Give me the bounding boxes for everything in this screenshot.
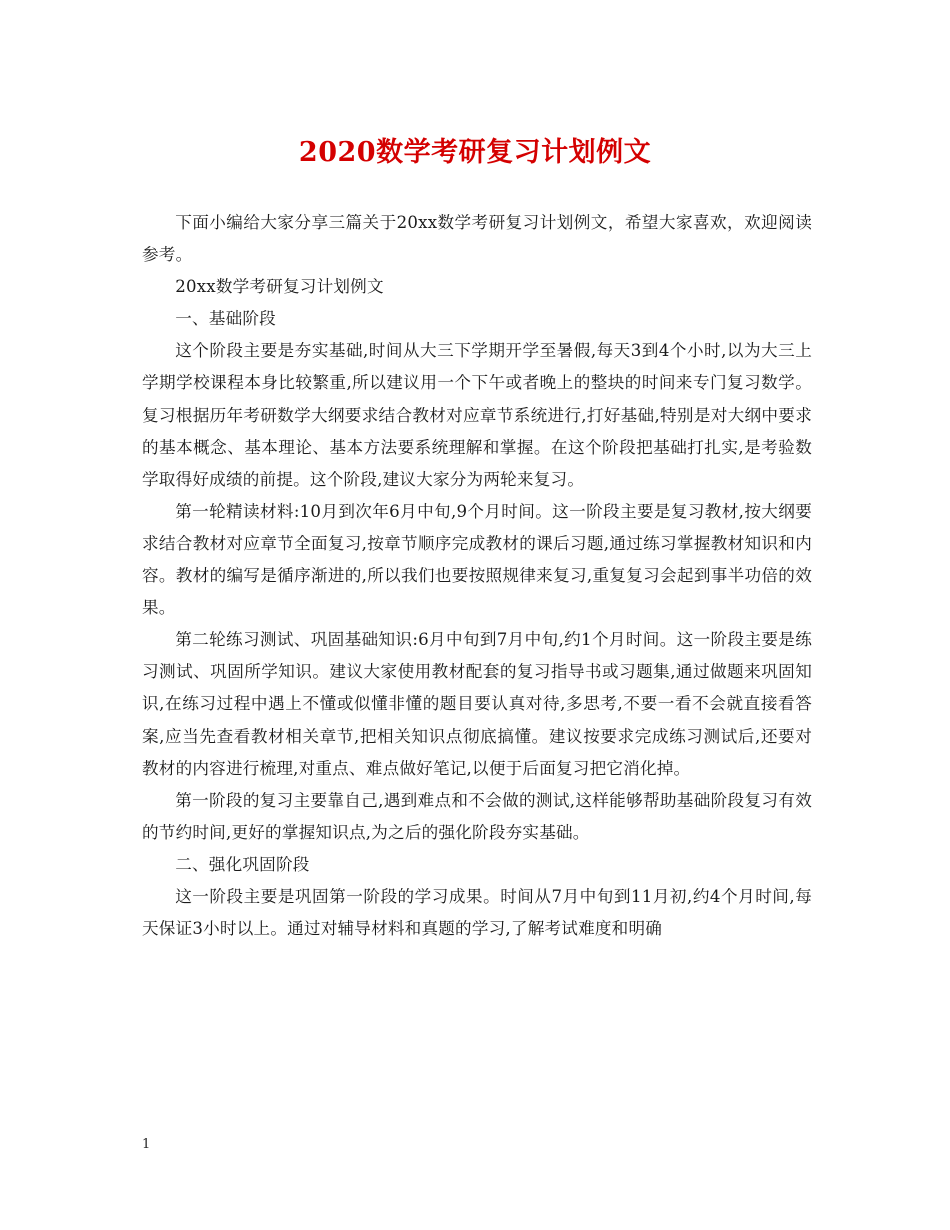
heading-basic-stage: 一、基础阶段 (175, 309, 276, 329)
heading-strengthen-stage: 二、强化巩固阶段 (175, 854, 310, 874)
page-number: 1 (142, 1137, 151, 1152)
paragraph-first-round: 第一轮精读材料:10月到次年6月中旬,9个月时间。这一阶段主要是复习教材,按大纲要求结合教材对应章节全面复习,按章节顺序完成教材的课后习题,通过练习掌握教材知识和内容。教材的编写是循序渐进的,所以我们也要按照规律来复习,重复复习会起到事半功倍的效果。 (142, 501, 812, 618)
paragraph-second-round: 第二轮练习测试、巩固基础知识:6月中旬到7月中旬,约1个月时间。这一阶段主要是练习测试、巩固所学知识。建议大家使用教材配套的复习指导书或习题集,通过做题来巩固知识,在练习过程中遇上不懂或似懂非懂的题目要认真对待,多思考,不要一看不会就直接看答案,应当先查看教材相关章节,把相关知识点彻底搞懂。建议按要求完成练习测试后,还要对教材的内容进行梳理,对重点、难点做好笔记,以便于后面复习把它消化掉。 (142, 630, 812, 778)
document-title: 2020数学考研复习计划例文 (298, 137, 652, 168)
document-body (142, 207, 812, 945)
paragraph-basic-stage: 这个阶段主要是夯实基础,时间从大三下学期开学至暑假,每天3到4个小时,以为大三上学期学校课程本身比较繁重,所以建议用一个下午或者晚上的整块的时间来专门复习数学。复习根据历年考研数学大纲要求结合教材对应章节系统进行,打好基础,特别是对大纲中要求的基本概念、基本理论、基本方法要系统理解和掌握。在这个阶段把基础打扎实,是考验数学取得好成绩的前提。这个阶段,建议大家分为两轮来复习。 (142, 341, 812, 489)
section-subtitle: 20xx数学考研复习计划例文 (175, 277, 384, 297)
paragraph-stage-summary: 第一阶段的复习主要靠自己,遇到难点和不会做的测试,这样能够帮助基础阶段复习有效的节约时间,更好的掌握知识点,为之后的强化阶段夯实基础。 (142, 790, 812, 842)
paragraph-strengthen-stage: 这一阶段主要是巩固第一阶段的学习成果。时间从7月中旬到11月初,约4个月时间,每天保证3小时以上。通过对辅导材料和真题的学习,了解考试难度和明确 (142, 886, 812, 939)
intro-paragraph: 下面小编给大家分享三篇关于20xx数学考研复习计划例文，希望大家喜欢，欢迎阅读参考。 (142, 213, 812, 265)
